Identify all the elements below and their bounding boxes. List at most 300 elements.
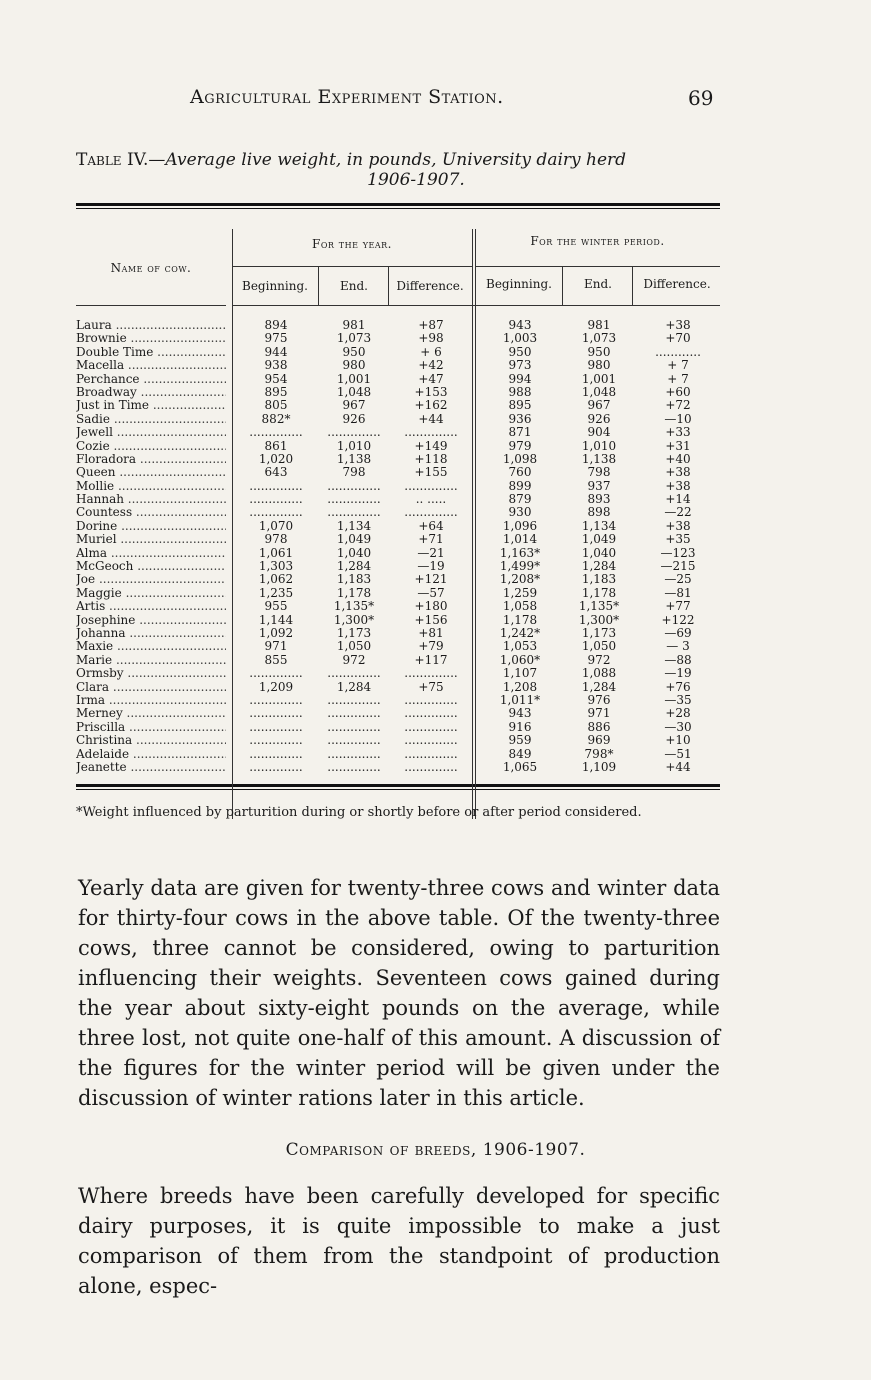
year-end-cell: 981 xyxy=(342,318,366,332)
column-divider xyxy=(388,266,389,306)
winter-end-cell: 886 xyxy=(587,719,611,734)
winter-beginning-cell: 1,242* xyxy=(499,625,541,640)
winter-beginning-cell: 1,098 xyxy=(502,451,538,466)
table-row xyxy=(76,734,720,747)
table-row xyxy=(76,520,720,533)
year-beginning-cell: 955 xyxy=(264,599,288,614)
table-bottom-rule-thin xyxy=(76,789,720,790)
year-end-cell: 1,134 xyxy=(336,518,372,533)
year-beginning-cell: 954 xyxy=(264,371,288,386)
year-difference-cell: .............. xyxy=(404,692,458,707)
year-beginning-cell: .............. xyxy=(249,478,303,493)
winter-end-cell: 969 xyxy=(587,733,611,748)
winter-end-cell: 1,300* xyxy=(578,612,620,627)
winter-beginning-cell: 1,011* xyxy=(499,692,541,707)
year-end-cell: 1,173 xyxy=(336,625,372,640)
year-beginning-cell: 944 xyxy=(264,344,288,359)
year-end-cell: .............. xyxy=(327,746,381,761)
cow-name-cell: Jewell ..... xyxy=(76,426,226,439)
winter-end-cell: 976 xyxy=(587,692,611,707)
winter-end-cell: 1,048 xyxy=(581,384,617,399)
winter-difference-cell: +38 xyxy=(665,478,691,493)
winter-difference-cell: —123 xyxy=(660,545,696,560)
cow-name-cell: Queen ..... xyxy=(76,466,226,479)
year-difference-cell: +156 xyxy=(414,612,448,627)
winter-difference-cell: +44 xyxy=(665,759,691,774)
winter-beginning-cell: 1,208 xyxy=(502,679,538,694)
col-header-year-beginning: Beginning. xyxy=(242,279,308,293)
col-header-name: Name of cow. xyxy=(110,261,192,275)
winter-end-cell: 926 xyxy=(587,411,611,426)
table-row xyxy=(76,399,720,412)
table-body xyxy=(76,307,720,774)
winter-beginning-cell: 943 xyxy=(508,706,532,721)
table-row xyxy=(76,721,720,734)
year-end-cell: .............. xyxy=(327,478,381,493)
winter-end-cell: 967 xyxy=(587,398,611,413)
winter-difference-cell: —51 xyxy=(664,746,692,761)
winter-end-cell: 950 xyxy=(587,344,611,359)
cow-name-cell: Jeanette ..... xyxy=(76,761,226,774)
year-beginning-cell: 1,209 xyxy=(258,679,294,694)
year-difference-cell: +42 xyxy=(418,358,444,373)
winter-difference-cell: —215 xyxy=(660,559,696,574)
year-end-cell: .............. xyxy=(327,719,381,734)
year-end-cell: 1,178 xyxy=(336,585,372,600)
cow-name-cell: Hannah ..... xyxy=(76,493,226,506)
year-beginning-cell: 1,061 xyxy=(258,545,294,560)
winter-beginning-cell: 973 xyxy=(508,358,532,373)
table-row xyxy=(76,654,720,667)
cow-name-cell: Artis ..... xyxy=(76,600,226,613)
table-row xyxy=(76,346,720,359)
year-beginning-cell: 1,020 xyxy=(258,451,294,466)
year-beginning-cell: 1,062 xyxy=(258,572,294,587)
year-end-cell: .............. xyxy=(327,492,381,507)
year-difference-cell: +180 xyxy=(414,599,448,614)
cow-name-cell: Muriel ..... xyxy=(76,533,226,546)
year-end-cell: 967 xyxy=(342,398,366,413)
year-beginning-cell: .............. xyxy=(249,706,303,721)
cow-name-cell: Perchance ..... xyxy=(76,373,226,386)
year-beginning-cell: 1,144 xyxy=(258,612,294,627)
winter-beginning-cell: 1,208* xyxy=(499,572,541,587)
table-row xyxy=(76,587,720,600)
table-caption-label: Table IV.— xyxy=(76,150,166,170)
year-beginning-cell: 1,092 xyxy=(258,625,294,640)
table-row xyxy=(76,493,720,506)
col-header-winter-end: End. xyxy=(584,277,612,291)
winter-beginning-cell: 1,178 xyxy=(502,612,538,627)
winter-difference-cell: —35 xyxy=(664,692,692,707)
cow-name-cell: Adelaide ..... xyxy=(76,748,226,761)
table-row xyxy=(76,761,720,774)
winter-difference-cell: +60 xyxy=(665,384,691,399)
year-difference-cell: +81 xyxy=(418,625,444,640)
winter-beginning-cell: 899 xyxy=(508,478,532,493)
cow-name-cell: Ormsby ..... xyxy=(76,667,226,680)
winter-difference-cell: —30 xyxy=(664,719,692,734)
year-end-cell: .............. xyxy=(327,425,381,440)
running-head xyxy=(0,86,871,116)
winter-beginning-cell: 988 xyxy=(508,384,532,399)
year-difference-cell: .............. xyxy=(404,759,458,774)
year-beginning-cell: .............. xyxy=(249,746,303,761)
cow-name-cell: Marie ..... xyxy=(76,654,226,667)
cow-name-cell: Broadway ..... xyxy=(76,386,226,399)
winter-difference-cell: +38 xyxy=(665,465,691,480)
col-header-year-end: End. xyxy=(340,279,368,293)
cow-name-cell: Clara ..... xyxy=(76,681,226,694)
year-end-cell: 1,284 xyxy=(336,559,372,574)
cow-name-cell: Dorine ..... xyxy=(76,520,226,533)
year-beginning-cell: .............. xyxy=(249,733,303,748)
year-end-cell: 1,135* xyxy=(333,599,375,614)
column-divider xyxy=(632,266,633,306)
year-end-cell: 1,050 xyxy=(336,639,372,654)
winter-difference-cell: +10 xyxy=(665,733,691,748)
cow-name-cell: Mollie ..... xyxy=(76,480,226,493)
year-beginning-cell: 895 xyxy=(264,384,288,399)
year-difference-cell: +44 xyxy=(418,411,444,426)
table-row xyxy=(76,373,720,386)
col-header-year-difference: Difference. xyxy=(396,279,464,293)
year-difference-cell: .............. xyxy=(404,733,458,748)
winter-difference-cell: +35 xyxy=(665,532,691,547)
year-end-cell: 972 xyxy=(342,652,366,667)
winter-end-cell: 1,088 xyxy=(581,666,617,681)
year-beginning-cell: 855 xyxy=(264,652,288,667)
year-beginning-cell: .............. xyxy=(249,719,303,734)
winter-end-cell: 1,173 xyxy=(581,625,617,640)
year-difference-cell: .............. xyxy=(404,719,458,734)
year-end-cell: .............. xyxy=(327,505,381,520)
winter-end-cell: 798 xyxy=(587,465,611,480)
winter-end-cell: 981 xyxy=(587,318,611,332)
year-difference-cell: .............. xyxy=(404,706,458,721)
table-row xyxy=(76,466,720,479)
winter-difference-cell: ............ xyxy=(655,344,701,359)
year-end-cell: 1,040 xyxy=(336,545,372,560)
table-row xyxy=(76,573,720,586)
running-title: Agricultural Experiment Station. xyxy=(190,86,504,108)
winter-beginning-cell: 1,014 xyxy=(502,532,538,547)
winter-end-cell: 1,073 xyxy=(581,331,617,346)
table-row xyxy=(76,560,720,573)
table-bottom-rule xyxy=(76,784,720,787)
winter-end-cell: 972 xyxy=(587,652,611,667)
winter-beginning-cell: 1,107 xyxy=(502,666,538,681)
year-beginning-cell: 1,070 xyxy=(258,518,294,533)
winter-end-cell: 904 xyxy=(587,425,611,440)
winter-difference-cell: —10 xyxy=(664,411,692,426)
winter-end-cell: 1,050 xyxy=(581,639,617,654)
winter-beginning-cell: 1,096 xyxy=(502,518,538,533)
weight-table xyxy=(76,203,720,790)
winter-end-cell: 1,183 xyxy=(581,572,617,587)
winter-difference-cell: —22 xyxy=(664,505,692,520)
cow-name-cell: Macella ..... xyxy=(76,359,226,372)
year-end-cell: .............. xyxy=(327,759,381,774)
year-difference-cell: .............. xyxy=(404,746,458,761)
winter-beginning-cell: 1,259 xyxy=(502,585,538,600)
table-row xyxy=(76,480,720,493)
table-header xyxy=(76,209,720,307)
cow-name-cell: Floradora ..... xyxy=(76,453,226,466)
year-difference-cell: +71 xyxy=(418,532,444,547)
year-end-cell: 798 xyxy=(342,465,366,480)
cow-name-cell: Maggie ..... xyxy=(76,587,226,600)
winter-end-cell: 1,049 xyxy=(581,532,617,547)
year-beginning-cell: .............. xyxy=(249,666,303,681)
winter-difference-cell: +33 xyxy=(665,425,691,440)
winter-end-cell: 1,284 xyxy=(581,559,617,574)
winter-end-cell: 1,134 xyxy=(581,518,617,533)
year-end-cell: 950 xyxy=(342,344,366,359)
year-difference-cell: +155 xyxy=(414,465,448,480)
year-difference-cell: —57 xyxy=(417,585,445,600)
section-title: Comparison of breeds, 1906-1907. xyxy=(285,1140,586,1160)
paragraph-yearly-data: Yearly data are given for twenty-three cows and winter data for thirty-four cows in the above table. Of the twenty-three cows, three cannot be considered, owing to parturition influencing their weights. Seventeen cows gained during the year about sixty-eight pounds on the average, while three lost, not quite one-half of this amount. A discussion of the figures for the winter period will be given under the discussion of winter rations later in this article. xyxy=(78,876,720,1110)
year-difference-cell: .............. xyxy=(404,666,458,681)
page-number: 69 xyxy=(688,86,714,110)
cow-name-cell: Joe ..... xyxy=(76,573,226,586)
table-row xyxy=(76,332,720,345)
cow-name-cell: Brownie ..... xyxy=(76,332,226,345)
cow-name-cell: Countess ..... xyxy=(76,506,226,519)
table-row xyxy=(76,359,720,372)
cow-name-cell: Maxie ..... xyxy=(76,640,226,653)
header-rule xyxy=(76,305,226,306)
header-rule xyxy=(232,266,472,267)
table-row xyxy=(76,413,720,426)
winter-difference-cell: —81 xyxy=(664,585,692,600)
winter-difference-cell: +70 xyxy=(665,331,691,346)
winter-end-cell: 1,135* xyxy=(578,599,620,614)
table-row xyxy=(76,440,720,453)
table-row xyxy=(76,748,720,761)
winter-beginning-cell: 916 xyxy=(508,719,532,734)
winter-difference-cell: +31 xyxy=(665,438,691,453)
winter-difference-cell: +122 xyxy=(661,612,695,627)
table-top-rule xyxy=(76,203,720,206)
winter-beginning-cell: 936 xyxy=(508,411,532,426)
winter-beginning-cell: 895 xyxy=(508,398,532,413)
winter-end-cell: 1,010 xyxy=(581,438,617,453)
winter-difference-cell: +77 xyxy=(665,599,691,614)
year-beginning-cell: .............. xyxy=(249,505,303,520)
winter-difference-cell: +14 xyxy=(665,492,691,507)
winter-end-cell: 1,001 xyxy=(581,371,617,386)
year-beginning-cell: .............. xyxy=(249,759,303,774)
year-difference-cell: +149 xyxy=(414,438,448,453)
year-end-cell: 926 xyxy=(342,411,366,426)
cow-name-cell: Alma ..... xyxy=(76,547,226,560)
year-difference-cell: +79 xyxy=(418,639,444,654)
winter-beginning-cell: 1,003 xyxy=(502,331,538,346)
winter-beginning-cell: 879 xyxy=(508,492,532,507)
cow-name-cell: Sadie ..... xyxy=(76,413,226,426)
winter-beginning-cell: 871 xyxy=(508,425,532,440)
winter-end-cell: 1,138 xyxy=(581,451,617,466)
paragraph-breeds: Where breeds have been carefully developed for specific dairy purposes, it is quite impossible to make a just comparison of them from the standpoint of production alone, espec- xyxy=(78,1184,720,1298)
year-difference-cell: +75 xyxy=(418,679,444,694)
column-divider xyxy=(318,266,319,306)
winter-difference-cell: —88 xyxy=(664,652,692,667)
year-difference-cell: .. ..... xyxy=(415,492,447,507)
year-beginning-cell: 978 xyxy=(264,532,288,547)
year-beginning-cell: 975 xyxy=(264,331,288,346)
winter-difference-cell: + 7 xyxy=(667,358,689,373)
year-end-cell: 1,138 xyxy=(336,451,372,466)
header-rule xyxy=(475,266,720,267)
winter-end-cell: 898 xyxy=(587,505,611,520)
year-end-cell: 1,284 xyxy=(336,679,372,694)
cow-name-cell: Josephine ..... xyxy=(76,614,226,627)
winter-end-cell: 1,040 xyxy=(581,545,617,560)
table-row xyxy=(76,453,720,466)
year-end-cell: 1,049 xyxy=(336,532,372,547)
year-difference-cell: +64 xyxy=(418,518,444,533)
year-beginning-cell: 643 xyxy=(264,465,288,480)
year-difference-cell: —19 xyxy=(417,559,445,574)
table-row xyxy=(76,547,720,560)
year-end-cell: 1,001 xyxy=(336,371,372,386)
year-difference-cell: + 6 xyxy=(420,344,442,359)
table-row xyxy=(76,614,720,627)
table-row xyxy=(76,667,720,680)
winter-beginning-cell: 950 xyxy=(508,344,532,359)
winter-end-cell: 937 xyxy=(587,478,611,493)
year-end-cell: .............. xyxy=(327,733,381,748)
winter-difference-cell: + 7 xyxy=(667,371,689,386)
year-beginning-cell: 1,303 xyxy=(258,559,294,574)
year-beginning-cell: 894 xyxy=(264,318,288,332)
cow-name-cell: Christina ..... xyxy=(76,734,226,747)
column-divider xyxy=(562,266,563,306)
year-end-cell: 1,183 xyxy=(336,572,372,587)
year-difference-cell: .............. xyxy=(404,505,458,520)
year-beginning-cell: .............. xyxy=(249,692,303,707)
year-beginning-cell: .............. xyxy=(249,492,303,507)
year-difference-cell: +47 xyxy=(418,371,444,386)
winter-beginning-cell: 1,163* xyxy=(499,545,541,560)
winter-end-cell: 1,178 xyxy=(581,585,617,600)
col-header-winter-beginning: Beginning. xyxy=(486,277,552,291)
table-row xyxy=(76,694,720,707)
winter-difference-cell: —19 xyxy=(664,666,692,681)
year-beginning-cell: 938 xyxy=(264,358,288,373)
year-end-cell: .............. xyxy=(327,692,381,707)
winter-end-cell: 798* xyxy=(584,746,614,761)
winter-end-cell: 980 xyxy=(587,358,611,373)
table-row xyxy=(76,533,720,546)
year-beginning-cell: .............. xyxy=(249,425,303,440)
winter-beginning-cell: 959 xyxy=(508,733,532,748)
winter-beginning-cell: 1,499* xyxy=(499,559,541,574)
year-difference-cell: +162 xyxy=(414,398,448,413)
year-beginning-cell: 882* xyxy=(261,411,291,426)
group-header-year: For the year. xyxy=(312,237,392,251)
winter-end-cell: 893 xyxy=(587,492,611,507)
year-end-cell: 1,048 xyxy=(336,384,372,399)
winter-end-cell: 1,284 xyxy=(581,679,617,694)
group-header-winter: For the winter period. xyxy=(530,234,665,248)
table-row xyxy=(76,319,720,332)
year-difference-cell: —21 xyxy=(417,545,445,560)
winter-end-cell: 1,109 xyxy=(581,759,617,774)
table-row xyxy=(76,681,720,694)
col-header-winter-difference: Difference. xyxy=(643,277,711,291)
year-difference-cell: .............. xyxy=(404,478,458,493)
winter-end-cell: 971 xyxy=(587,706,611,721)
winter-beginning-cell: 930 xyxy=(508,505,532,520)
winter-beginning-cell: 1,065 xyxy=(502,759,538,774)
winter-beginning-cell: 994 xyxy=(508,371,532,386)
winter-beginning-cell: 760 xyxy=(508,465,532,480)
year-difference-cell: +121 xyxy=(414,572,448,587)
year-end-cell: 1,300* xyxy=(333,612,375,627)
winter-beginning-cell: 943 xyxy=(508,318,532,332)
winter-beginning-cell: 1,053 xyxy=(502,639,538,654)
table-caption-title: Average live weight, in pounds, University dairy herd xyxy=(165,150,627,170)
cow-name-cell: Priscilla ..... xyxy=(76,721,226,734)
cow-name-cell: Irma ..... xyxy=(76,694,226,707)
cow-name-cell: Cozie ..... xyxy=(76,440,226,453)
winter-difference-cell: +40 xyxy=(665,451,691,466)
table-footnote: *Weight influenced by parturition during or shortly before or after period considered. xyxy=(76,805,642,820)
cow-name-cell: Merney ..... xyxy=(76,707,226,720)
cow-name-cell: Johanna ..... xyxy=(76,627,226,640)
winter-difference-cell: +38 xyxy=(665,518,691,533)
year-beginning-cell: 1,235 xyxy=(258,585,294,600)
winter-beginning-cell: 979 xyxy=(508,438,532,453)
winter-difference-cell: +38 xyxy=(665,318,691,332)
year-difference-cell: +117 xyxy=(414,652,448,667)
winter-difference-cell: +28 xyxy=(665,706,691,721)
table-row xyxy=(76,707,720,720)
header-rule xyxy=(232,305,720,306)
year-beginning-cell: 971 xyxy=(264,639,288,654)
year-difference-cell: +118 xyxy=(414,451,448,466)
year-beginning-cell: 805 xyxy=(264,398,288,413)
table-row xyxy=(76,386,720,399)
year-end-cell: 1,073 xyxy=(336,331,372,346)
winter-difference-cell: +72 xyxy=(665,398,691,413)
year-end-cell: 1,010 xyxy=(336,438,372,453)
year-beginning-cell: 861 xyxy=(264,438,288,453)
winter-difference-cell: —69 xyxy=(664,625,692,640)
year-difference-cell: .............. xyxy=(404,425,458,440)
year-difference-cell: +153 xyxy=(414,384,448,399)
cow-name-cell: Double Time ..... xyxy=(76,346,226,359)
table-row xyxy=(76,640,720,653)
table-row xyxy=(76,426,720,439)
year-end-cell: 980 xyxy=(342,358,366,373)
winter-beginning-cell: 849 xyxy=(508,746,532,761)
winter-difference-cell: —25 xyxy=(664,572,692,587)
table-row xyxy=(76,627,720,640)
table-row xyxy=(76,506,720,519)
winter-difference-cell: +76 xyxy=(665,679,691,694)
cow-name-cell: Laura ..... xyxy=(76,319,226,332)
table-row xyxy=(76,600,720,613)
cow-name-cell: Just in Time ..... xyxy=(76,399,226,412)
year-difference-cell: +87 xyxy=(418,318,444,332)
winter-beginning-cell: 1,058 xyxy=(502,599,538,614)
cow-name-cell: McGeoch ..... xyxy=(76,560,226,573)
year-end-cell: .............. xyxy=(327,706,381,721)
